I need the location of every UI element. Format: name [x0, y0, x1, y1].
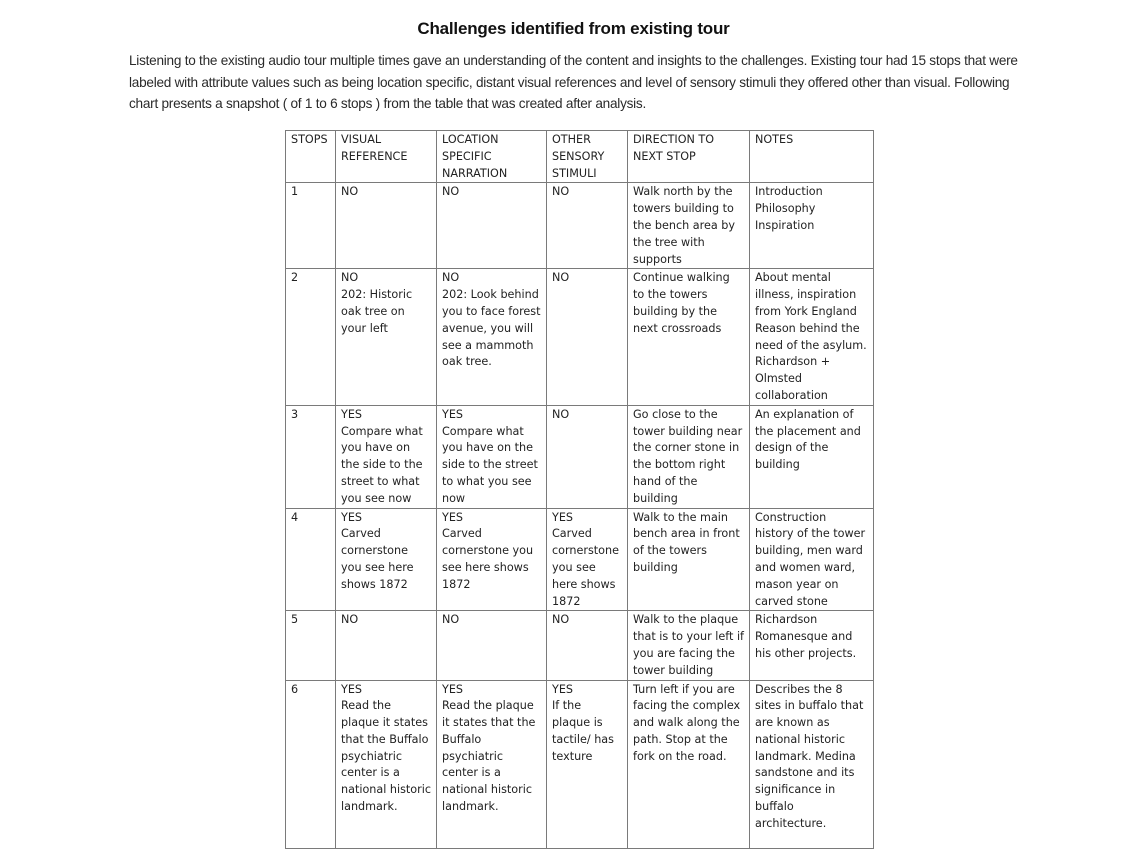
header-location-specific-narration: LOCATION SPECIFIC NARRATION: [437, 131, 547, 183]
cell-stop: 5: [286, 611, 336, 680]
cell-location-narration: YES Carved cornerstone you see here shows 1872: [437, 508, 547, 611]
cell-sensory-stimuli: NO: [547, 405, 628, 508]
cell-visual-reference: YES Compare what you have on the side to the street to what you see now: [336, 405, 437, 508]
table-row: [286, 680, 874, 848]
cell-location-narration: NO 202: Look behind you to face forest avenue, you will see a mammoth oak tree.: [437, 269, 547, 405]
table-row: [286, 611, 874, 680]
header-notes: NOTES: [750, 131, 874, 183]
cell-direction: Walk to the main bench area in front of the towers building: [628, 508, 750, 611]
cell-location-narration: NO: [437, 611, 547, 680]
cell-stop: 4: [286, 508, 336, 611]
cell-notes: Construction history of the tower building, men ward and women ward, mason year on carved stone: [750, 508, 874, 611]
cell-visual-reference: NO 202: Historic oak tree on your left: [336, 269, 437, 405]
cell-notes: About mental illness, inspiration from York England Reason behind the need of the asylum. Richardson + Olmsted collaboration: [750, 269, 874, 405]
cell-stop: 1: [286, 183, 336, 269]
header-visual-reference: VISUAL REFERENCE: [336, 131, 437, 183]
cell-visual-reference: NO: [336, 183, 437, 269]
cell-visual-reference: YES Carved cornerstone you see here shows 1872: [336, 508, 437, 611]
cell-location-narration: YES Read the plaque it states that the Buffalo psychiatric center is a national historic landmark.: [437, 680, 547, 848]
cell-sensory-stimuli: YES If the plaque is tactile/ has texture: [547, 680, 628, 848]
cell-notes: Richardson Romanesque and his other projects.: [750, 611, 874, 680]
cell-stop: 3: [286, 405, 336, 508]
header-direction-to-next-stop: DIRECTION TO NEXT STOP: [628, 131, 750, 183]
table-row: [286, 183, 874, 269]
cell-stop: 6: [286, 680, 336, 848]
table-header-row: [286, 131, 874, 183]
intro-paragraph: Listening to the existing audio tour multiple times gave an understanding of the content and insights to the challenges. Existing tour had 15 stops that were labeled with attribute values such as being location specific, distant visual references and level of sensory stimuli they offered other than visual. Following chart presents a snapshot ( of 1 to 6 stops ) from the table that was created after analysis.: [129, 53, 1018, 111]
header-stops: STOPS: [286, 131, 336, 183]
page-title: Challenges identified from existing tour: [417, 19, 730, 38]
cell-visual-reference: NO: [336, 611, 437, 680]
cell-notes: An explanation of the placement and design of the building: [750, 405, 874, 508]
header-other-sensory-stimuli: OTHER SENSORY STIMULI: [547, 131, 628, 183]
cell-sensory-stimuli: NO: [547, 183, 628, 269]
cell-location-narration: YES Compare what you have on the side to the street to what you see now: [437, 405, 547, 508]
cell-sensory-stimuli: YES Carved cornerstone you see here shows 1872: [547, 508, 628, 611]
cell-direction: Walk north by the towers building to the bench area by the tree with supports: [628, 183, 750, 269]
cell-sensory-stimuli: NO: [547, 611, 628, 680]
cell-notes: Introduction Philosophy Inspiration: [750, 183, 874, 269]
table-row: [286, 269, 874, 405]
cell-location-narration: NO: [437, 183, 547, 269]
cell-stop: 2: [286, 269, 336, 405]
cell-direction: Continue walking to the towers building by the next crossroads: [628, 269, 750, 405]
cell-direction: Walk to the plaque that is to your left if you are facing the tower building: [628, 611, 750, 680]
stops-table: [285, 130, 874, 849]
cell-notes: Describes the 8 sites in buffalo that are known as national historic landmark. Medina sandstone and its significance in buffalo architecture.: [750, 680, 874, 848]
cell-direction: Go close to the tower building near the corner stone in the bottom right hand of the building: [628, 405, 750, 508]
table-row: [286, 508, 874, 611]
cell-sensory-stimuli: NO: [547, 269, 628, 405]
table-row: [286, 405, 874, 508]
cell-visual-reference: YES Read the plaque it states that the Buffalo psychiatric center is a national historic landmark.: [336, 680, 437, 848]
cell-direction: Turn left if you are facing the complex and walk along the path. Stop at the fork on the road.: [628, 680, 750, 848]
